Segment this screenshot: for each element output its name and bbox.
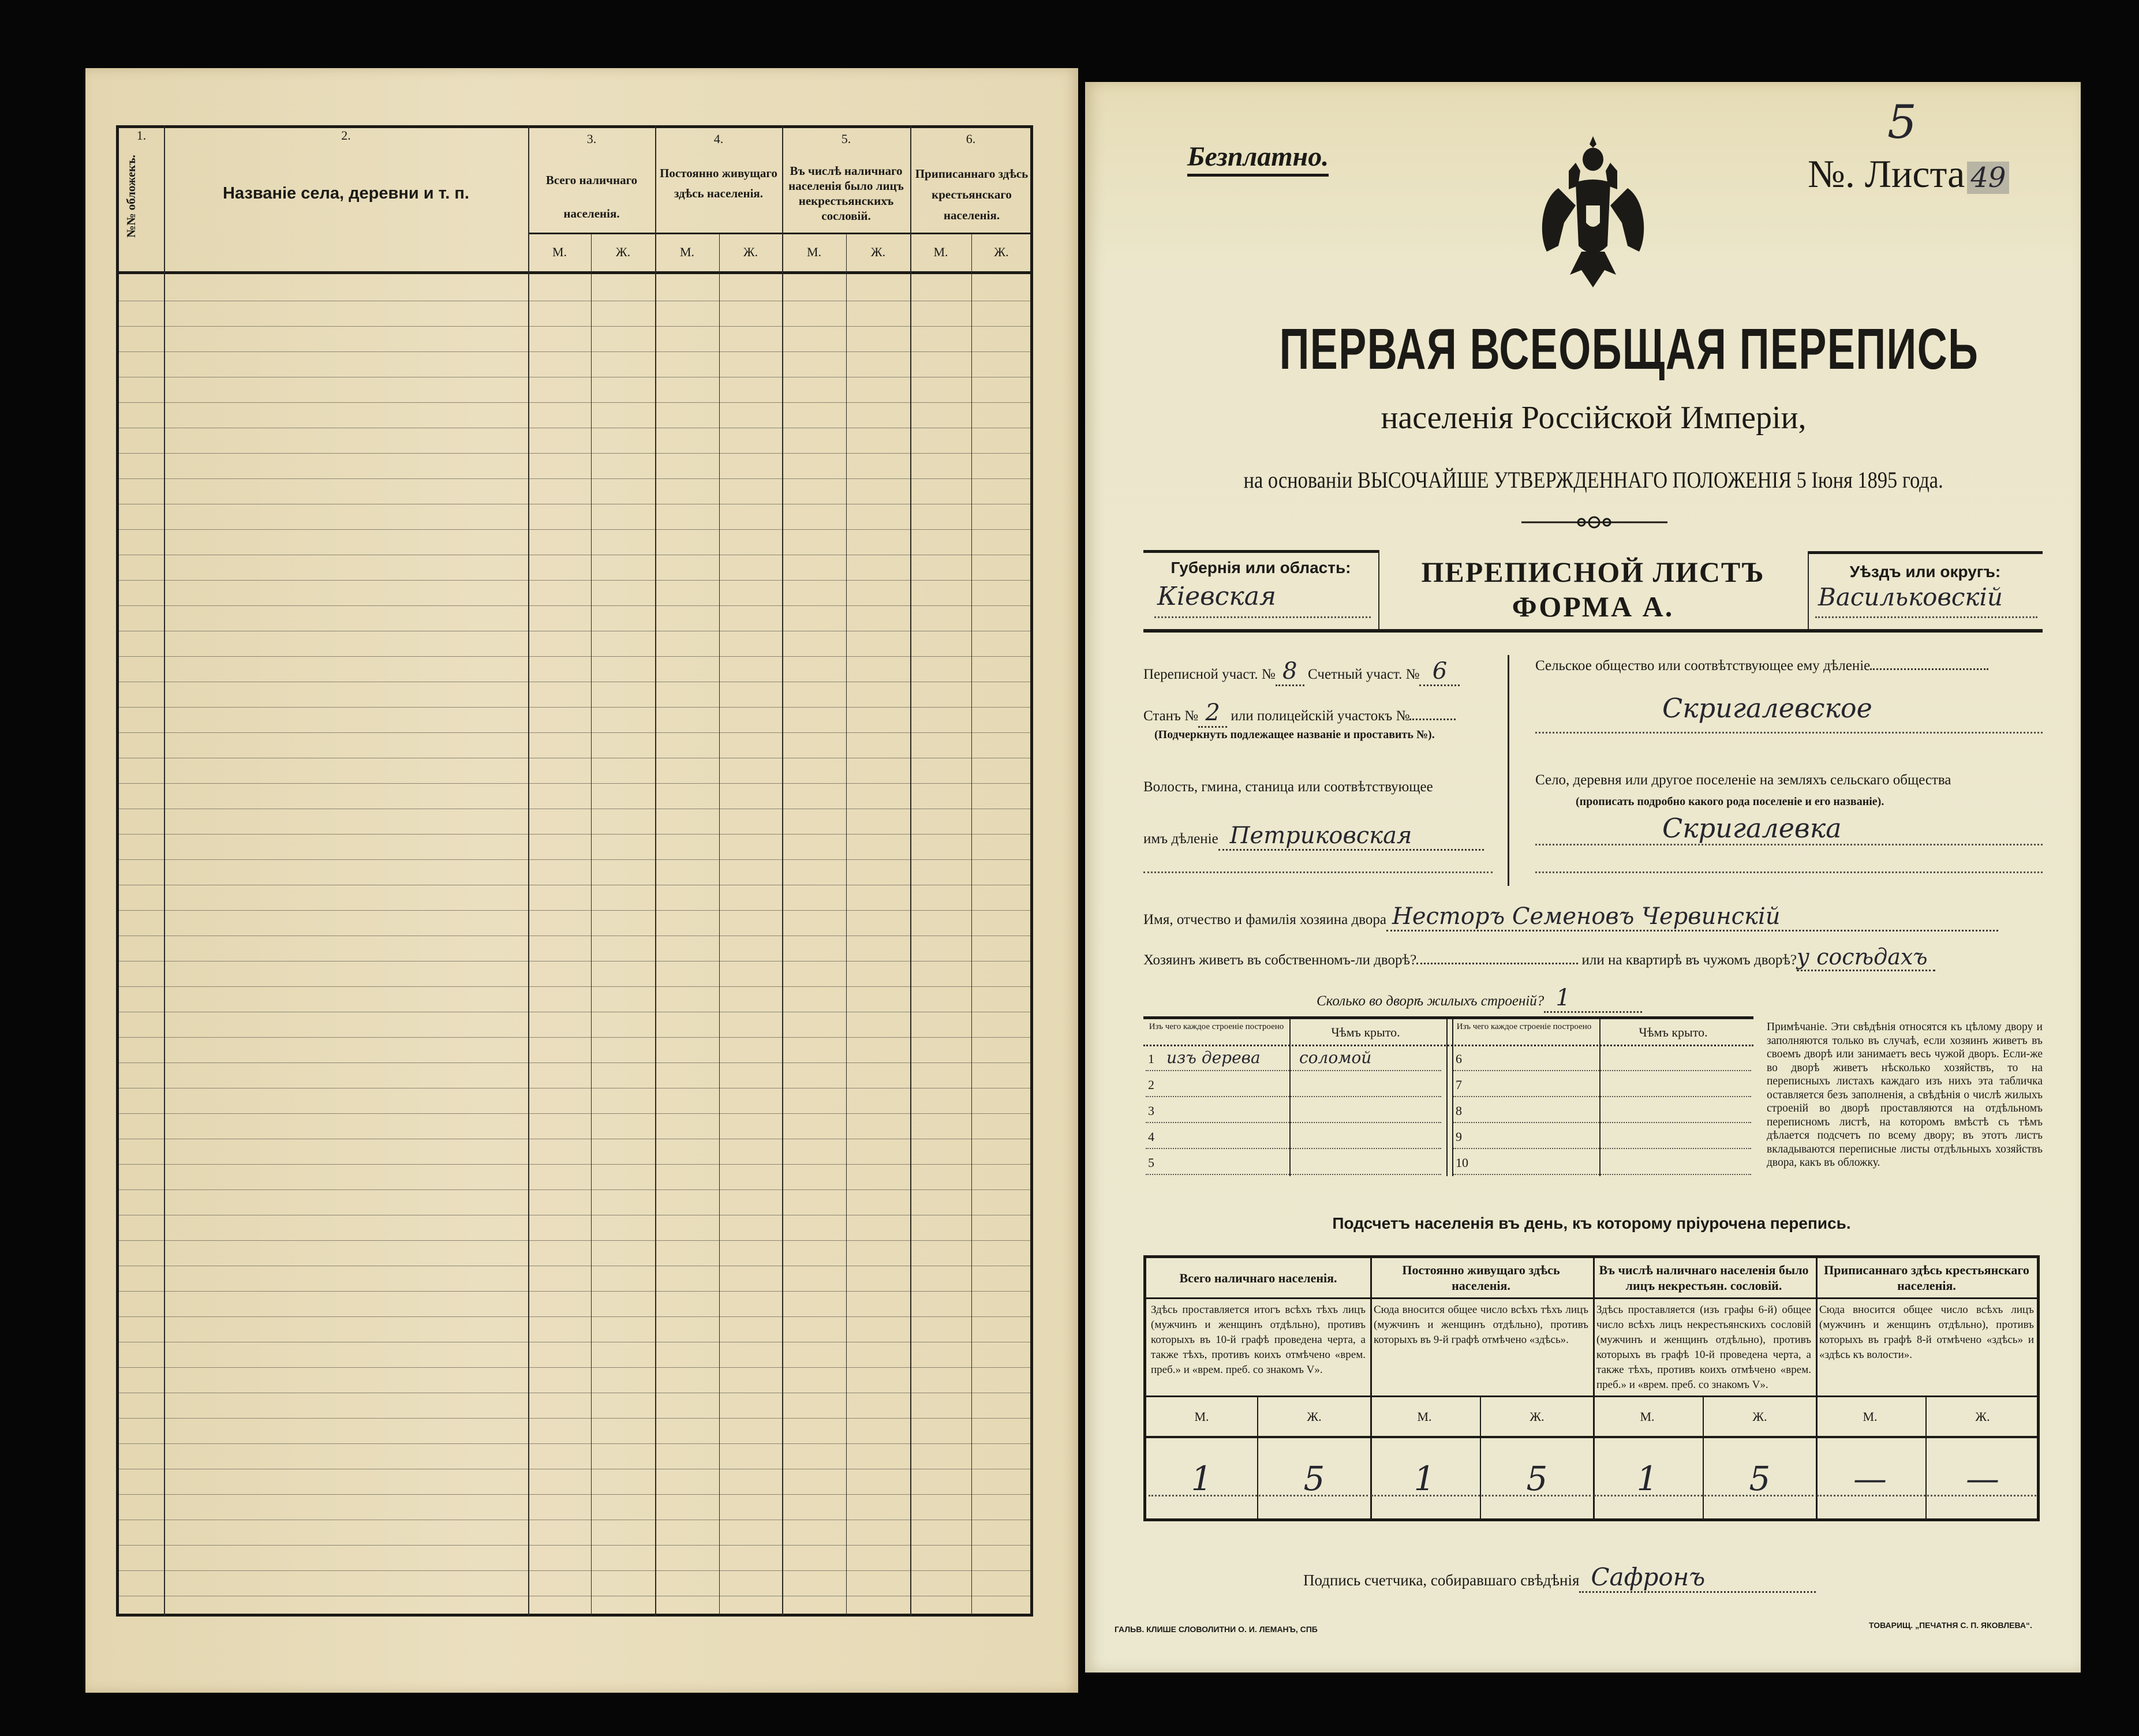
- column-divider: [1289, 1019, 1291, 1176]
- census-title: ПЕРВАЯ ВСЕОБЩАЯ ПЕРЕПИСЬ: [1279, 317, 1979, 381]
- buildings-count-label: Сколько во дворѣ жилыхъ строеній?: [1317, 993, 1545, 1009]
- roof-header: Чѣмъ крыто.: [1331, 1025, 1400, 1039]
- form-subtitle: ФОРМА А.: [1512, 590, 1674, 623]
- column-divider: [164, 125, 165, 1617]
- count-group-header: Постоянно живущаго здѣсь населенія.: [1369, 1258, 1593, 1299]
- material-header: Изъ чего каждое строеніе построено: [1149, 1022, 1284, 1031]
- col1-header: №№ обложекъ.: [124, 155, 138, 238]
- column-divider: [591, 234, 592, 1617]
- volost-label-2: имъ дѣленіе: [1143, 831, 1218, 847]
- double-divider: [1446, 1019, 1453, 1176]
- value-dotted-line: [1817, 1495, 2036, 1496]
- col4-header: Постоянно живущаго здѣсь населенія.: [660, 166, 777, 200]
- column-divider: [1599, 1019, 1600, 1176]
- male-label: М.: [1369, 1397, 1481, 1438]
- box-top-rule: [1808, 551, 2043, 554]
- female-label: Ж.: [615, 245, 631, 259]
- counting-district-label: Счетный участ. №: [1308, 667, 1420, 682]
- count-title: Подсчетъ населенія въ день, къ которому пріурочена перепись.: [1332, 1214, 1851, 1232]
- owner-label: Имя, отчество и фамилія хозяина двора: [1143, 912, 1386, 927]
- census-district-value: 8: [1276, 658, 1304, 686]
- column-number: 1.: [136, 128, 147, 143]
- column-number: 4.: [713, 132, 724, 146]
- census-basis: на основаніи ВЫСОЧАЙШЕ УТВЕРЖДЕННАГО ПОЛОЖЕНІЯ 5 Іюня 1895 года.: [1243, 467, 1944, 493]
- count-group-header: Всего наличнаго населенія.: [1146, 1258, 1370, 1299]
- male-label: М.: [679, 245, 695, 259]
- volost-value: Петриковская: [1218, 822, 1484, 851]
- count-group: [1815, 1258, 2039, 1518]
- society-label: Сельское общество или соотвѣтствующее ему дѣленіе: [1535, 658, 1871, 674]
- female-label: Ж.: [994, 245, 1009, 259]
- row-number: 4: [1148, 1129, 1154, 1144]
- col6-header: Приписаннаго здѣсь крестьянскаго населенія.: [915, 167, 1029, 222]
- sheet-number: [1808, 151, 2009, 197]
- header-bottom-rule: [116, 271, 1033, 274]
- note-text: Примѣчаніе. Эти свѣдѣнія относятся къ цѣлому двору и заполняются только въ случаѣ, если хозяинъ живетъ въ своемъ дворѣ или занимаетъ весь чужой дворъ. Если-же во дворѣ живетъ нѣсколько хозяйствъ, то на переписныхъ листахъ каждаго изъ нихъ эта табличка оставляется безъ заполненія, а свѣдѣнія о числѣ жилыхъ строеній во дворѣ проставляются на отдѣльномъ переписномъ листѣ, на которомъ вмѣстѣ съ тѣмъ дѣлается подсчетъ по всему двору; въ этотъ листъ вкладываются переписные листы отдѣльныхъ хозяйствъ двора, какъ въ обложку.: [1767, 1021, 2043, 1169]
- male-count-value: —: [1815, 1438, 1927, 1518]
- column-divider: [719, 234, 720, 1617]
- row-number: 3: [1148, 1103, 1154, 1118]
- rented-label: или на квартирѣ въ чужомъ дворѣ?: [1581, 952, 1797, 968]
- box-bottom-rule: [1143, 629, 2043, 633]
- table-ruled-rows: [119, 276, 1030, 1614]
- buildings-count-line: [1317, 985, 1642, 1013]
- own-yard-label: Хозяинъ живетъ въ собственномъ-ли дворѣ?: [1143, 952, 1417, 968]
- volost-line: [1143, 822, 1484, 851]
- census-district-label: Переписной участ. №: [1143, 667, 1276, 682]
- row-dotted-line: [1453, 1148, 1751, 1149]
- male-count-value: 1: [1146, 1438, 1258, 1518]
- dotted-line: [1535, 871, 2043, 873]
- count-group-description: Сюда вносится общее число всѣхъ лицъ (мужчинъ и женщинъ отдѣльно), противъ которыхъ въ графѣ 8-й отмѣчено «здѣсь» и «здѣсь къ волости».: [1815, 1299, 2039, 1397]
- col5-header: Въ числѣ наличнаго населенія было лицъ некрестьянскихъ сословій.: [788, 164, 904, 223]
- female-count-value: —: [1966, 1458, 1999, 1498]
- buildings-table: [1143, 1016, 1753, 1176]
- province-value: Кіевская: [1157, 582, 1277, 611]
- stan-line: [1143, 699, 1456, 728]
- count-group: [1592, 1258, 1818, 1518]
- village-hint: (прописать подробно какого рода поселеніе и его названіе).: [1576, 795, 1884, 808]
- column-number: 3.: [586, 132, 597, 146]
- count-group-header: Приписаннаго здѣсь крестьянскаго населенія.: [1815, 1258, 2039, 1299]
- row-dotted-line: [1453, 1174, 1751, 1175]
- section-divider: [1508, 655, 1509, 886]
- sheet-number-label: №. Листа: [1808, 152, 1965, 196]
- police-value-field: [1409, 719, 1456, 720]
- female-label: Ж.: [743, 245, 758, 259]
- ornament-divider: [1521, 515, 1667, 529]
- form-title: ПЕРЕПИСНОЙ ЛИСТЪ: [1421, 556, 1765, 588]
- row-number: 9: [1456, 1129, 1462, 1144]
- stan-label: Станъ №: [1143, 708, 1199, 724]
- society-label-dots: [1870, 668, 1988, 670]
- village-value: Скригалевка: [1662, 813, 1842, 844]
- female-label: Ж.: [1258, 1397, 1370, 1438]
- footer-right: ТОВАРИЩ. „ПЕЧАТНЯ С. П. ЯКОВЛЕВА“.: [1869, 1621, 2032, 1630]
- underline-hint: (Подчеркнуть подлежащее названіе и проставить №).: [1154, 728, 1435, 741]
- row-dotted-line: [1453, 1096, 1751, 1097]
- male-count-value: 1: [1592, 1438, 1704, 1518]
- population-count-table: [1143, 1255, 2040, 1521]
- column-number: 2.: [341, 128, 351, 143]
- signature-label: Подпись счетчика, собиравшаго свѣдѣнія: [1303, 1572, 1580, 1589]
- residence-line: [1143, 944, 1935, 971]
- box-top-rule: [1143, 550, 1378, 553]
- society-line: [1535, 658, 1988, 674]
- value-dotted-line: [1371, 1495, 1591, 1496]
- title-wrap: [1143, 316, 2044, 383]
- row-dotted-line: [1146, 1096, 1441, 1097]
- row-number: 5: [1148, 1155, 1154, 1170]
- own-yard-field: [1416, 963, 1578, 964]
- material-value: изъ дерева: [1166, 1048, 1261, 1067]
- sheet-number-value: 49: [1967, 162, 2009, 194]
- owner-line: [1143, 903, 1998, 931]
- row-dotted-line: [1146, 1148, 1441, 1149]
- police-label: или полицейскій участокъ №: [1231, 708, 1410, 724]
- counting-district-value: 6: [1419, 658, 1460, 686]
- census-subtitle: населенія Россійской Имперіи,: [1381, 400, 1807, 436]
- column-divider: [655, 125, 656, 1617]
- value-dotted-line: [1149, 1495, 1368, 1496]
- female-count-value: 5: [1749, 1458, 1771, 1498]
- dotted-line: [1535, 732, 2043, 734]
- signature-line: [1303, 1563, 1816, 1593]
- roof-header: Чѣмъ крыто.: [1639, 1025, 1708, 1039]
- district-label: Уѣздъ или округъ:: [1849, 563, 2001, 581]
- province-label: Губернія или область:: [1171, 559, 1351, 577]
- basis-wrap: [1143, 466, 2044, 493]
- row-dotted-line: [1453, 1070, 1751, 1071]
- male-label: М.: [1815, 1397, 1927, 1438]
- column-number: 6.: [966, 132, 976, 146]
- count-group: [1369, 1258, 1595, 1518]
- male-label: М.: [552, 245, 567, 259]
- column-divider: [782, 125, 783, 1617]
- female-label: Ж.: [1704, 1397, 1816, 1438]
- col2-header: Названіе села, деревни и т. п.: [223, 184, 469, 203]
- row-dotted-line: [1146, 1174, 1441, 1175]
- buildings-count-value: 1: [1544, 985, 1642, 1013]
- count-group-description: Здѣсь проставляется (изъ графы 6-й) общее число всѣхъ лицъ некрестьянскихъ сословій (мужчинъ и женщинъ отдѣльно), противъ которыхъ въ графѣ 10-й проведена черта, а также тѣхъ, противъ коихъ отмѣчено «врем. преб.» и «врем. преб. со знакомъ V».: [1592, 1299, 1816, 1397]
- count-group: [1146, 1258, 1372, 1518]
- male-label: М.: [1146, 1397, 1258, 1438]
- row-number: 8: [1456, 1103, 1462, 1118]
- male-label: М.: [806, 245, 822, 259]
- row-dotted-line: [1146, 1070, 1441, 1071]
- free-label: Безплатно.: [1187, 141, 1329, 177]
- male-count-value: 1: [1369, 1438, 1481, 1518]
- dotted-line: [1535, 844, 2043, 845]
- owner-value: Несторъ Семеновъ Червинскій: [1386, 903, 1998, 931]
- female-count-value: 5: [1303, 1458, 1325, 1498]
- column-divider: [846, 234, 847, 1617]
- roof-value: соломой: [1299, 1048, 1372, 1067]
- handwritten-page-number: 5: [1887, 95, 1917, 149]
- row-number: 7: [1456, 1077, 1462, 1092]
- male-label: М.: [933, 245, 948, 259]
- province-dotted-line: [1154, 616, 1371, 618]
- society-value: Скригалевское: [1662, 693, 1872, 724]
- female-count-value: 5: [1526, 1458, 1548, 1498]
- row-number: 1: [1148, 1052, 1154, 1066]
- count-group-header: Въ числѣ наличнаго населенія было лицъ некрестьян. сословій.: [1592, 1258, 1816, 1299]
- imperial-eagle-emblem: [1535, 136, 1651, 295]
- rented-value: у сосѣдахъ: [1797, 944, 1935, 971]
- volost-label: Волость, гмина, станица или соотвѣтствующее: [1143, 779, 1433, 795]
- column-number: 5.: [841, 132, 851, 146]
- stan-value: 2: [1198, 699, 1227, 728]
- male-label: М.: [1592, 1397, 1704, 1438]
- material-header: Изъ чего каждое строеніе построено: [1456, 1022, 1592, 1031]
- district-value: Васильковскій: [1818, 583, 2003, 611]
- female-label: Ж.: [1481, 1397, 1593, 1438]
- census-district-line: [1143, 658, 1460, 686]
- dotted-line: [1143, 871, 1493, 873]
- row-number: 10: [1456, 1155, 1468, 1170]
- column-divider: [971, 234, 972, 1617]
- signature-value: Сафронъ: [1579, 1563, 1816, 1593]
- row-dotted-line: [1146, 1122, 1441, 1123]
- row-dotted-line: [1453, 1122, 1751, 1123]
- count-group-description: Здѣсь проставляется итогъ всѣхъ тѣхъ лицъ (мужчинъ и женщинъ отдѣльно), противъ которыхъ въ 10-й графѣ проведена черта, а также тѣхъ, противъ коихъ отмѣчено «врем. преб.» и «врем. преб. со знакомъ V».: [1146, 1299, 1370, 1397]
- female-label: Ж.: [870, 245, 886, 259]
- count-group-description: Сюда вносится общее число всѣхъ тѣхъ лицъ (мужчинъ и женщинъ отдѣльно), противъ которыхъ въ 9-й графѣ отмѣчено «здѣсь».: [1369, 1299, 1593, 1397]
- column-divider: [910, 125, 911, 1617]
- female-label: Ж.: [1927, 1397, 2039, 1438]
- column-divider: [528, 125, 529, 1617]
- footer-left: ГАЛЬВ. КЛИШЕ СЛОВОЛИТНИ О. И. ЛЕМАНЪ, СПБ: [1115, 1625, 1318, 1634]
- row-number: 6: [1456, 1052, 1462, 1066]
- value-dotted-line: [1594, 1495, 1813, 1496]
- header-divider: [1143, 1045, 1753, 1046]
- header-divider: [528, 233, 1033, 234]
- row-number: 2: [1148, 1077, 1154, 1092]
- col3-header: Всего наличнаго населенія.: [545, 173, 638, 220]
- district-dotted-line: [1815, 616, 2037, 618]
- village-label: Село, деревня или другое поселеніе на земляхъ сельскаго общества: [1535, 772, 1951, 788]
